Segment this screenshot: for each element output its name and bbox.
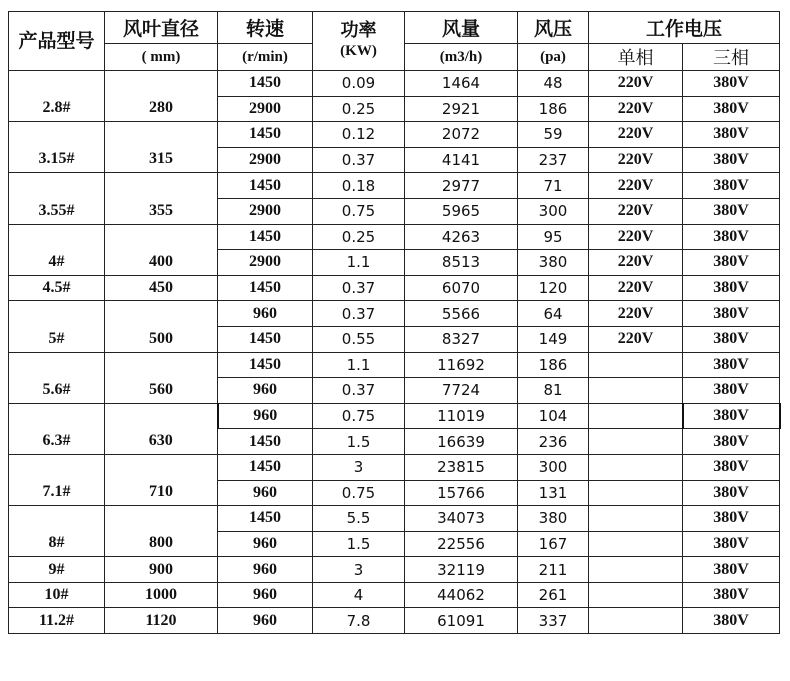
single-phase-cell: 220V: [589, 301, 683, 327]
table-row: [9, 403, 780, 429]
single-phase-cell: 220V: [589, 71, 683, 97]
diameter-cell: 1120: [105, 608, 218, 634]
pressure-cell: 300: [518, 454, 589, 480]
pressure-cell: 95: [518, 224, 589, 250]
power-cell: 0.25: [313, 224, 405, 250]
three-phase-cell: 380V: [683, 429, 780, 455]
airflow-cell: 15766: [405, 480, 518, 506]
diameter-cell: 630: [105, 403, 218, 454]
airflow-cell: 1464: [405, 71, 518, 97]
power-cell: 4: [313, 582, 405, 608]
speed-cell: 960: [218, 378, 313, 404]
single-phase-cell: [589, 378, 683, 404]
pressure-cell: 211: [518, 557, 589, 583]
single-phase-cell: [589, 608, 683, 634]
airflow-cell: 5566: [405, 301, 518, 327]
airflow-cell: 8513: [405, 250, 518, 276]
pressure-cell: 300: [518, 198, 589, 224]
power-cell: 1.1: [313, 352, 405, 378]
voltage-header: 工作电压: [589, 12, 780, 44]
single-phase-cell: [589, 582, 683, 608]
table-row: [9, 122, 780, 148]
table-row: [9, 275, 780, 301]
pressure-header: 风压: [518, 12, 589, 44]
single-phase-cell: 220V: [589, 122, 683, 148]
airflow-cell: 2921: [405, 96, 518, 122]
speed-cell: 960: [218, 557, 313, 583]
power-cell: 0.75: [313, 198, 405, 224]
single-phase-cell: 220V: [589, 198, 683, 224]
speed-cell: 1450: [218, 71, 313, 97]
pressure-cell: 81: [518, 378, 589, 404]
speed-cell: 1450: [218, 506, 313, 532]
power-cell: 3: [313, 557, 405, 583]
three-phase-cell: 380V: [683, 480, 780, 506]
model-cell: 3.55#: [9, 173, 105, 224]
pressure-cell: 167: [518, 531, 589, 557]
table-row: [9, 224, 780, 250]
diameter-cell: 500: [105, 301, 218, 352]
three-phase-cell: 380V: [683, 96, 780, 122]
power-cell: 0.25: [313, 96, 405, 122]
table-row: [9, 608, 780, 634]
pressure-cell: 237: [518, 147, 589, 173]
pressure-cell: 186: [518, 96, 589, 122]
single-phase-cell: [589, 531, 683, 557]
pressure-cell: 131: [518, 480, 589, 506]
table-header: [9, 12, 780, 71]
diameter-cell: 400: [105, 224, 218, 275]
speed-cell: 960: [218, 301, 313, 327]
single-phase-header: 单相: [589, 44, 683, 71]
three-phase-cell: 380V: [683, 557, 780, 583]
power-cell: 0.75: [313, 480, 405, 506]
speed-cell: 960: [218, 582, 313, 608]
power-cell: 1.1: [313, 250, 405, 276]
airflow-cell: 4263: [405, 224, 518, 250]
speed-cell: 2900: [218, 147, 313, 173]
single-phase-cell: 220V: [589, 250, 683, 276]
airflow-cell: 7724: [405, 378, 518, 404]
model-cell: 8#: [9, 506, 105, 557]
power-cell: 0.37: [313, 378, 405, 404]
diameter-unit: ( mm): [105, 44, 218, 71]
three-phase-cell: 380V: [683, 250, 780, 276]
three-phase-cell: 380V: [683, 582, 780, 608]
speed-cell: 1450: [218, 454, 313, 480]
three-phase-cell: 380V: [683, 326, 780, 352]
power-cell: 5.5: [313, 506, 405, 532]
power-header-label: 功率: [340, 20, 377, 41]
diameter-cell: 315: [105, 122, 218, 173]
model-header: 产品型号: [9, 12, 105, 71]
diameter-cell: 560: [105, 352, 218, 403]
three-phase-cell: 380V: [683, 454, 780, 480]
model-cell: 10#: [9, 582, 105, 608]
airflow-cell: 11692: [405, 352, 518, 378]
three-phase-cell: 380V: [683, 403, 780, 429]
table-row: [9, 301, 780, 327]
power-cell: 0.55: [313, 326, 405, 352]
model-cell: 4.5#: [9, 275, 105, 301]
pressure-unit: (pa): [518, 44, 589, 71]
model-cell: 3.15#: [9, 122, 105, 173]
power-cell: 3: [313, 454, 405, 480]
diameter-cell: 450: [105, 275, 218, 301]
table-row: [9, 173, 780, 199]
three-phase-cell: 380V: [683, 301, 780, 327]
airflow-header: 风量: [405, 12, 518, 44]
pressure-cell: 48: [518, 71, 589, 97]
model-cell: 11.2#: [9, 608, 105, 634]
table-row: [9, 557, 780, 583]
single-phase-cell: [589, 352, 683, 378]
diameter-cell: 710: [105, 454, 218, 505]
power-cell: 0.18: [313, 173, 405, 199]
speed-cell: 1450: [218, 224, 313, 250]
power-header: [313, 12, 405, 71]
speed-cell: 1450: [218, 173, 313, 199]
diameter-cell: 280: [105, 71, 218, 122]
speed-cell: 1450: [218, 326, 313, 352]
airflow-cell: 22556: [405, 531, 518, 557]
power-cell: 1.5: [313, 531, 405, 557]
power-cell: 0.37: [313, 147, 405, 173]
three-phase-cell: 380V: [683, 71, 780, 97]
three-phase-cell: 380V: [683, 275, 780, 301]
pressure-cell: 120: [518, 275, 589, 301]
pressure-cell: 71: [518, 173, 589, 199]
three-phase-header: 三相: [683, 44, 780, 71]
single-phase-cell: 220V: [589, 173, 683, 199]
model-cell: 4#: [9, 224, 105, 275]
diameter-cell: 900: [105, 557, 218, 583]
fan-spec-table: [8, 11, 781, 634]
diameter-cell: 800: [105, 506, 218, 557]
pressure-cell: 186: [518, 352, 589, 378]
single-phase-cell: 220V: [589, 224, 683, 250]
airflow-cell: 34073: [405, 506, 518, 532]
speed-cell: 1450: [218, 122, 313, 148]
airflow-unit: (m3/h): [405, 44, 518, 71]
three-phase-cell: 380V: [683, 224, 780, 250]
model-cell: 2.8#: [9, 71, 105, 122]
table-row: [9, 71, 780, 97]
airflow-cell: 32119: [405, 557, 518, 583]
model-cell: 5.6#: [9, 352, 105, 403]
diameter-header: 风叶直径: [105, 12, 218, 44]
airflow-cell: 44062: [405, 582, 518, 608]
pressure-cell: 64: [518, 301, 589, 327]
single-phase-cell: [589, 454, 683, 480]
three-phase-cell: 380V: [683, 147, 780, 173]
table-row: [9, 582, 780, 608]
power-cell: 0.12: [313, 122, 405, 148]
three-phase-cell: 380V: [683, 198, 780, 224]
speed-cell: 2900: [218, 198, 313, 224]
three-phase-cell: 380V: [683, 608, 780, 634]
single-phase-cell: [589, 506, 683, 532]
pressure-cell: 380: [518, 250, 589, 276]
airflow-cell: 4141: [405, 147, 518, 173]
power-header-unit: (KW): [340, 43, 377, 59]
power-cell: 7.8: [313, 608, 405, 634]
three-phase-cell: 380V: [683, 352, 780, 378]
airflow-cell: 6070: [405, 275, 518, 301]
pressure-cell: 59: [518, 122, 589, 148]
model-cell: 9#: [9, 557, 105, 583]
single-phase-cell: [589, 480, 683, 506]
three-phase-cell: 380V: [683, 506, 780, 532]
table-row: [9, 454, 780, 480]
single-phase-cell: 220V: [589, 96, 683, 122]
speed-cell: 2900: [218, 96, 313, 122]
table-row: [9, 506, 780, 532]
model-cell: 7.1#: [9, 454, 105, 505]
airflow-cell: 11019: [405, 403, 518, 429]
three-phase-cell: 380V: [683, 531, 780, 557]
speed-cell: 960: [218, 531, 313, 557]
power-cell: 0.09: [313, 71, 405, 97]
airflow-cell: 2977: [405, 173, 518, 199]
diameter-cell: 1000: [105, 582, 218, 608]
three-phase-cell: 380V: [683, 173, 780, 199]
airflow-cell: 8327: [405, 326, 518, 352]
model-cell: 5#: [9, 301, 105, 352]
single-phase-cell: [589, 557, 683, 583]
diameter-cell: 355: [105, 173, 218, 224]
airflow-cell: 5965: [405, 198, 518, 224]
speed-cell: 960: [218, 608, 313, 634]
speed-cell: 2900: [218, 250, 313, 276]
table-body: [9, 71, 780, 634]
pressure-cell: 380: [518, 506, 589, 532]
airflow-cell: 61091: [405, 608, 518, 634]
speed-cell: 1450: [218, 429, 313, 455]
speed-header: 转速: [218, 12, 313, 44]
three-phase-cell: 380V: [683, 378, 780, 404]
three-phase-cell: 380V: [683, 122, 780, 148]
speed-cell: 960: [218, 403, 313, 429]
speed-cell: 1450: [218, 275, 313, 301]
airflow-cell: 23815: [405, 454, 518, 480]
power-cell: 1.5: [313, 429, 405, 455]
power-cell: 0.37: [313, 301, 405, 327]
airflow-cell: 16639: [405, 429, 518, 455]
table-row: [9, 352, 780, 378]
pressure-cell: 149: [518, 326, 589, 352]
pressure-cell: 236: [518, 429, 589, 455]
single-phase-cell: 220V: [589, 275, 683, 301]
single-phase-cell: [589, 429, 683, 455]
pressure-cell: 261: [518, 582, 589, 608]
power-cell: 0.37: [313, 275, 405, 301]
speed-cell: 1450: [218, 352, 313, 378]
speed-unit: (r/min): [218, 44, 313, 71]
model-cell: 6.3#: [9, 403, 105, 454]
single-phase-cell: 220V: [589, 147, 683, 173]
pressure-cell: 337: [518, 608, 589, 634]
single-phase-cell: [589, 403, 683, 429]
power-cell: 0.75: [313, 403, 405, 429]
airflow-cell: 2072: [405, 122, 518, 148]
single-phase-cell: 220V: [589, 326, 683, 352]
pressure-cell: 104: [518, 403, 589, 429]
speed-cell: 960: [218, 480, 313, 506]
